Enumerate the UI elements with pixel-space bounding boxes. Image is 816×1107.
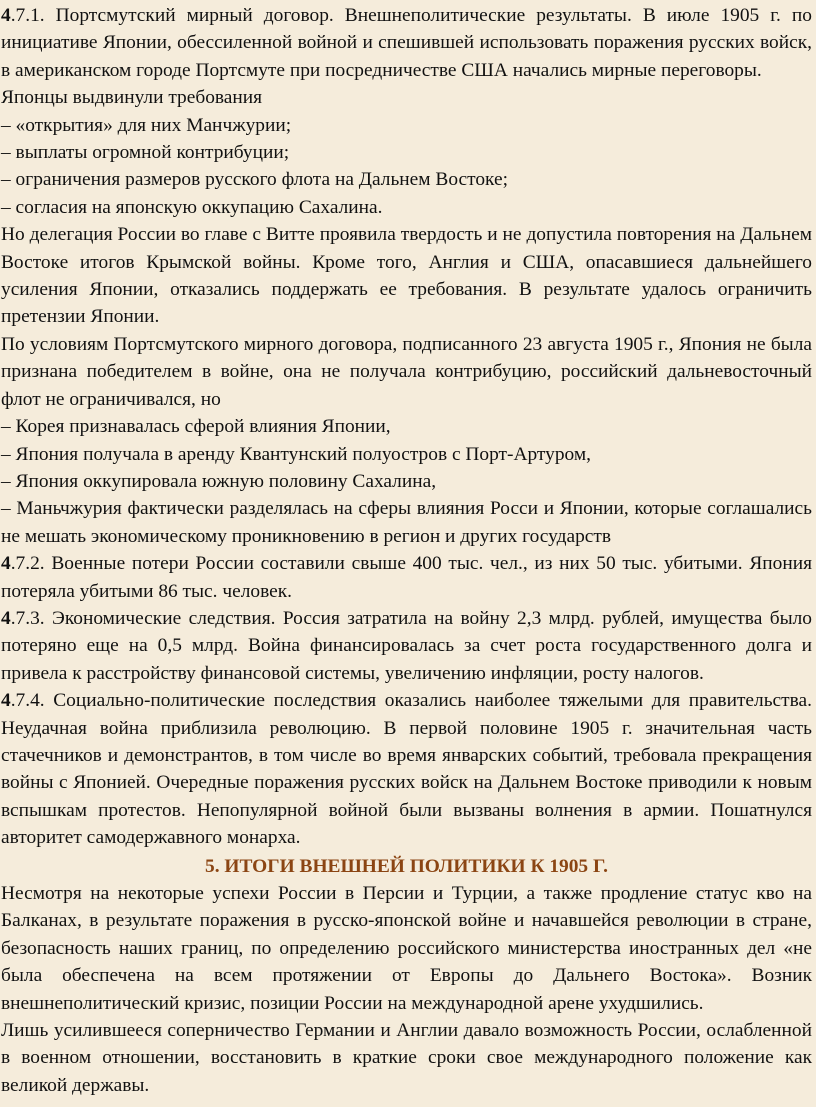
list-item-condition: – Япония получала в аренду Квантунский полуостров с Порт-Артуром, (1, 443, 591, 465)
section-5-heading: 5. ИТОГИ ВНЕШНЕЙ ПОЛИТИКИ К 1905 Г. (205, 855, 608, 877)
list-item-demand: – ограничения размеров русского флота на Дальнем Востоке; (1, 169, 508, 191)
list-item-demand: – согласия на японскую оккупацию Сахалина. (1, 196, 383, 218)
list-item-condition: – Корея признавалась сферой влияния Японии, (1, 416, 391, 438)
paragraph-section-5-crisis: Несмотря на некоторые успехи России в Персии и Турции, а также продление статус кво на Балканах, в результате поражения в русско-японской войне и начавшейся революции в стране, безопасность наших границ, по определению российского министерства иностранных дел «не была обеспечена на всем протяжении от Европы до Дальнего Востока». Возник внешнеполитический кризис, позиции России на международной арене ухудшились. (1, 883, 812, 1014)
paragraph-section-5-rivalry: Лишь усилившееся соперничество Германии и Англии давало возможность России, ослабленной в военном отношении, восстановить в краткие сроки свое международного положение как великой державы. (1, 1020, 812, 1096)
list-item-condition: – Маньчжурия фактически разделялась на сферы влияния Росси и Японии, которые соглашались не мешать экономическому проникновению в регион и других государств (1, 498, 812, 547)
section-number: 4 (1, 553, 11, 575)
list-item-condition: – Япония оккупировала южную половину Сахалина, (1, 470, 437, 492)
list-item-demand: – выплаты огромной контрибуции; (1, 142, 290, 164)
paragraph-treaty-conditions: По условиям Портсмутского мирного договора, подписанного 23 августа 1905 г., Япония не была признана победителем в войне, она не получала контрибуцию, российский дальневосточный флот не ограничивался, но (1, 333, 812, 410)
paragraph-4-7-3-economic: 4.7.3. Экономические следствия. Россия затратила на войну 2,3 млрд. рублей, имущества было потеряно еще на 0,5 млрд. Война финансировалась за счет роста государственного долга и привела к расстройству финансовой системы, увеличению инфляции, росту налогов. (1, 607, 812, 684)
paragraph-demands-intro: Японцы выдвинули требования (1, 87, 263, 109)
section-number: 4 (1, 607, 11, 629)
paragraph-4-7-4-social: 4.7.4. Социально-политические последствия оказались наиболее тяжелыми для правительства. Неудачная война приблизила революцию. В первой половине 1905 г. значительная часть стачечников и демонстрантов, в том числе во время январских событий, требовала прекращения войны с Японией. Очередные поражения русских войск на Дальнем Востоке приводили к новым вспышкам протестов. Непопулярной войной были вызваны волнения в армии. Пошатнулся авторитет самодержавного монарха. (1, 690, 812, 849)
paragraph-4-7-2-losses: 4.7.2. Военные потери России составили свыше 400 тыс. чел., из них 50 тыс. убитыми. Япония потеряла убитыми 86 тыс. человек. (1, 553, 812, 602)
list-item-demand: – «открытия» для них Манчжурии; (1, 114, 292, 136)
section-number: 4 (1, 5, 11, 26)
section-number: 4 (1, 690, 11, 712)
paragraph-4-7-1-intro: 4.7.1. Портсмутский мирный договор. Внешнеполитические результаты. В июле 1905 г. по инициативе Японии, обессиленной войной и спешившей использовать поражения русских войск, в американском городе Портсмуте при посредничестве США начались мирные переговоры. (1, 5, 812, 81)
paragraph-witte-delegation: Но делегация России во главе с Витте проявила твердость и не допустила повторения на Дальнем Востоке итогов Крымской войны. Кроме того, Англия и США, опасавшиеся дальнейшего усиления Японии, отказались поддержать ее требования. В результате удалось ограничить претензии Японии. (1, 224, 812, 328)
